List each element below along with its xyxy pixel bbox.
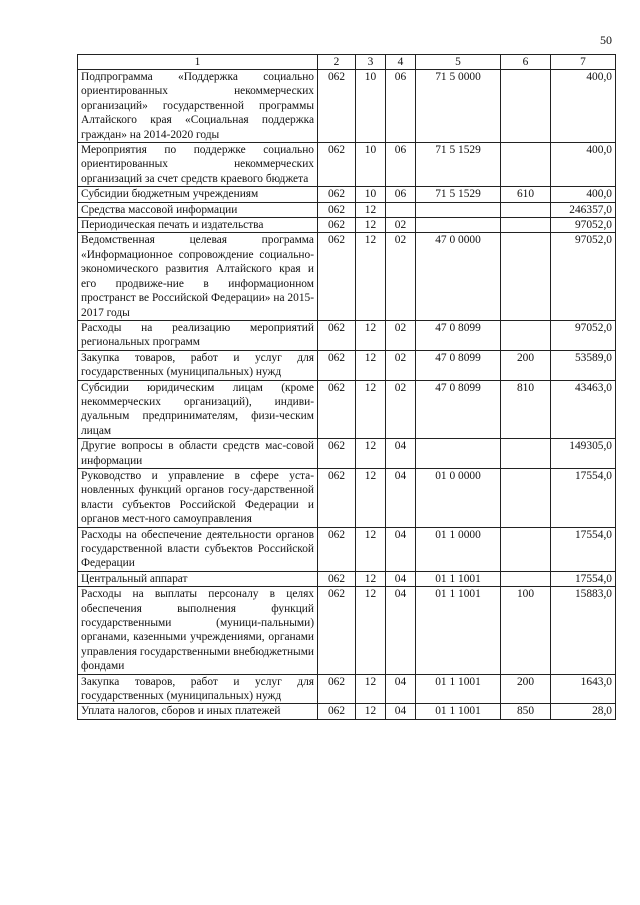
table-row xyxy=(78,218,616,233)
row-target-article-cell: 47 0 8099 xyxy=(416,380,501,439)
row-section-cell: 12 xyxy=(356,571,386,586)
row-ministry-code-cell: 062 xyxy=(318,704,356,719)
row-section-cell: 12 xyxy=(356,380,386,439)
table-row xyxy=(78,70,616,143)
column-header: 4 xyxy=(386,55,416,70)
row-ministry-code-cell: 062 xyxy=(318,571,356,586)
row-target-article-cell xyxy=(416,439,501,469)
row-subsection-cell: 02 xyxy=(386,380,416,439)
table-row xyxy=(78,350,616,380)
row-section-cell: 12 xyxy=(356,527,386,571)
row-expense-type-cell: 850 xyxy=(501,704,551,719)
table-row xyxy=(78,674,616,704)
row-amount-cell: 28,0 xyxy=(551,704,616,719)
row-expense-type-cell xyxy=(501,320,551,350)
row-section-cell: 12 xyxy=(356,320,386,350)
row-section-cell: 12 xyxy=(356,350,386,380)
row-target-article-cell xyxy=(416,202,501,217)
row-subsection-cell: 04 xyxy=(386,587,416,674)
table-row xyxy=(78,143,616,187)
row-ministry-code-cell: 062 xyxy=(318,527,356,571)
row-ministry-code-cell: 062 xyxy=(318,380,356,439)
row-target-article-cell: 47 0 8099 xyxy=(416,350,501,380)
table-row xyxy=(78,587,616,674)
row-ministry-code-cell: 062 xyxy=(318,70,356,143)
row-name-cell: Расходы на реализацию мероприятий региональных программ xyxy=(78,320,318,350)
row-expense-type-cell xyxy=(501,70,551,143)
row-expense-type-cell: 200 xyxy=(501,350,551,380)
column-header: 7 xyxy=(551,55,616,70)
row-amount-cell: 97052,0 xyxy=(551,320,616,350)
row-expense-type-cell: 810 xyxy=(501,380,551,439)
row-amount-cell: 17554,0 xyxy=(551,468,616,527)
row-subsection-cell: 04 xyxy=(386,674,416,704)
row-expense-type-cell xyxy=(501,233,551,320)
row-subsection-cell: 04 xyxy=(386,571,416,586)
row-target-article-cell: 01 1 1001 xyxy=(416,674,501,704)
table-row xyxy=(78,704,616,719)
row-ministry-code-cell: 062 xyxy=(318,187,356,202)
row-section-cell: 10 xyxy=(356,187,386,202)
row-target-article-cell xyxy=(416,218,501,233)
row-name-cell: Закупка товаров, работ и услуг для государственных (муниципальных) нужд xyxy=(78,350,318,380)
row-section-cell: 12 xyxy=(356,233,386,320)
row-ministry-code-cell: 062 xyxy=(318,350,356,380)
row-amount-cell: 400,0 xyxy=(551,187,616,202)
row-target-article-cell: 01 1 1001 xyxy=(416,587,501,674)
row-subsection-cell: 04 xyxy=(386,704,416,719)
row-expense-type-cell xyxy=(501,143,551,187)
row-section-cell: 10 xyxy=(356,143,386,187)
row-section-cell: 12 xyxy=(356,704,386,719)
row-amount-cell: 43463,0 xyxy=(551,380,616,439)
row-expense-type-cell xyxy=(501,218,551,233)
table-row xyxy=(78,380,616,439)
row-expense-type-cell xyxy=(501,439,551,469)
row-amount-cell: 400,0 xyxy=(551,70,616,143)
row-name-cell: Расходы на выплаты персоналу в целях обеспечения выполнения функций государственными (муници-пальными) органами, казенными учреждениями, органами управления государственными внебюджетными фондами xyxy=(78,587,318,674)
row-ministry-code-cell: 062 xyxy=(318,320,356,350)
row-target-article-cell: 01 1 0000 xyxy=(416,527,501,571)
row-expense-type-cell xyxy=(501,571,551,586)
column-header: 1 xyxy=(78,55,318,70)
row-target-article-cell: 47 0 0000 xyxy=(416,233,501,320)
row-name-cell: Средства массовой информации xyxy=(78,202,318,217)
row-expense-type-cell xyxy=(501,202,551,217)
column-header: 3 xyxy=(356,55,386,70)
row-name-cell: Периодическая печать и издательства xyxy=(78,218,318,233)
row-expense-type-cell xyxy=(501,468,551,527)
row-amount-cell: 246357,0 xyxy=(551,202,616,217)
table-row xyxy=(78,571,616,586)
row-amount-cell: 400,0 xyxy=(551,143,616,187)
column-header: 6 xyxy=(501,55,551,70)
row-name-cell: Мероприятия по поддержке социально ориентированных некоммерческих организаций за счет средств краевого бюджета xyxy=(78,143,318,187)
row-target-article-cell: 71 5 0000 xyxy=(416,70,501,143)
table-row xyxy=(78,439,616,469)
page-number: 50 xyxy=(600,33,612,47)
row-section-cell: 12 xyxy=(356,674,386,704)
table-row xyxy=(78,320,616,350)
row-subsection-cell: 02 xyxy=(386,320,416,350)
row-target-article-cell: 47 0 8099 xyxy=(416,320,501,350)
column-header: 2 xyxy=(318,55,356,70)
row-subsection-cell: 06 xyxy=(386,187,416,202)
row-ministry-code-cell: 062 xyxy=(318,233,356,320)
row-target-article-cell: 71 5 1529 xyxy=(416,187,501,202)
row-ministry-code-cell: 062 xyxy=(318,674,356,704)
table-row xyxy=(78,233,616,320)
row-subsection-cell: 06 xyxy=(386,70,416,143)
row-name-cell: Ведомственная целевая программа «Информационное сопровождение социально-экономического развития Алтайского края и его продвиже-ние в информационном пространст ве Российской Федерации» на 2015-2017 годы xyxy=(78,233,318,320)
row-ministry-code-cell: 062 xyxy=(318,468,356,527)
row-amount-cell: 53589,0 xyxy=(551,350,616,380)
row-amount-cell: 97052,0 xyxy=(551,233,616,320)
row-subsection-cell: 06 xyxy=(386,143,416,187)
row-section-cell: 10 xyxy=(356,70,386,143)
row-ministry-code-cell: 062 xyxy=(318,143,356,187)
row-expense-type-cell: 610 xyxy=(501,187,551,202)
row-subsection-cell xyxy=(386,202,416,217)
table-row xyxy=(78,187,616,202)
table-row xyxy=(78,468,616,527)
row-amount-cell: 17554,0 xyxy=(551,527,616,571)
row-section-cell: 12 xyxy=(356,202,386,217)
table-row xyxy=(78,527,616,571)
row-ministry-code-cell: 062 xyxy=(318,218,356,233)
row-section-cell: 12 xyxy=(356,587,386,674)
row-section-cell: 12 xyxy=(356,218,386,233)
row-target-article-cell: 01 0 0000 xyxy=(416,468,501,527)
row-subsection-cell: 02 xyxy=(386,218,416,233)
row-ministry-code-cell: 062 xyxy=(318,587,356,674)
row-name-cell: Подпрограмма «Поддержка социально ориентированных некоммерческих организаций» государственной программы Алтайского края «Социальная поддержка граждан» на 2014-2020 годы xyxy=(78,70,318,143)
row-name-cell: Уплата налогов, сборов и иных платежей xyxy=(78,704,318,719)
row-section-cell: 12 xyxy=(356,439,386,469)
table-row xyxy=(78,202,616,217)
row-target-article-cell: 01 1 1001 xyxy=(416,571,501,586)
row-amount-cell: 97052,0 xyxy=(551,218,616,233)
row-name-cell: Другие вопросы в области средств мас-совой информации xyxy=(78,439,318,469)
row-name-cell: Руководство и управление в сфере уста-новленных функций органов госу-дарственной власти субъектов Российской Федерации и органов мест-ного самоуправления xyxy=(78,468,318,527)
row-amount-cell: 1643,0 xyxy=(551,674,616,704)
row-target-article-cell: 71 5 1529 xyxy=(416,143,501,187)
row-subsection-cell: 02 xyxy=(386,350,416,380)
row-ministry-code-cell: 062 xyxy=(318,439,356,469)
row-subsection-cell: 04 xyxy=(386,439,416,469)
table-header-row xyxy=(78,55,616,70)
row-name-cell: Закупка товаров, работ и услуг для государственных (муниципальных) нужд xyxy=(78,674,318,704)
row-expense-type-cell xyxy=(501,527,551,571)
row-subsection-cell: 04 xyxy=(386,468,416,527)
row-name-cell: Субсидии бюджетным учреждениям xyxy=(78,187,318,202)
row-expense-type-cell: 100 xyxy=(501,587,551,674)
budget-table xyxy=(77,54,616,720)
row-target-article-cell: 01 1 1001 xyxy=(416,704,501,719)
row-subsection-cell: 04 xyxy=(386,527,416,571)
row-ministry-code-cell: 062 xyxy=(318,202,356,217)
row-amount-cell: 149305,0 xyxy=(551,439,616,469)
row-name-cell: Расходы на обеспечение деятельности органов государственной власти субъектов Российской Федерации xyxy=(78,527,318,571)
row-name-cell: Субсидии юридическим лицам (кроме некоммерческих организаций), индиви-дуальным предпринимателям, физи-ческим лицам xyxy=(78,380,318,439)
row-section-cell: 12 xyxy=(356,468,386,527)
row-amount-cell: 15883,0 xyxy=(551,587,616,674)
row-expense-type-cell: 200 xyxy=(501,674,551,704)
row-subsection-cell: 02 xyxy=(386,233,416,320)
row-amount-cell: 17554,0 xyxy=(551,571,616,586)
row-name-cell: Центральный аппарат xyxy=(78,571,318,586)
column-header: 5 xyxy=(416,55,501,70)
